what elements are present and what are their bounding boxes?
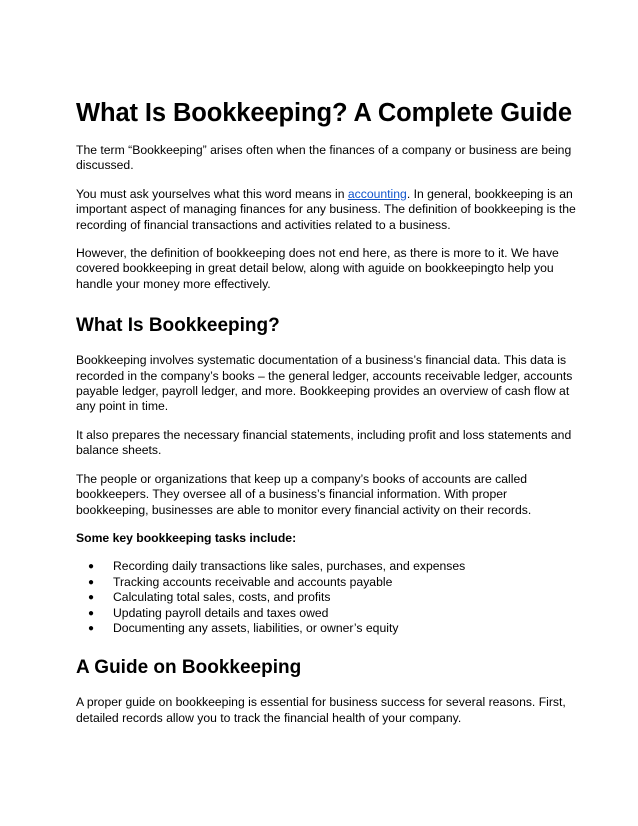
- list-item-text: Documenting any assets, liabilities, or owner’s equity: [113, 620, 399, 635]
- tasks-label: Some key bookkeeping tasks include:: [76, 530, 297, 545]
- intro-paragraph-2-start: You must ask yourselves what this word means in: [76, 186, 348, 201]
- bullet-icon: ●: [88, 607, 95, 619]
- section-heading-guide-on-bookkeeping: A Guide on Bookkeeping: [76, 657, 302, 679]
- accounting-link[interactable]: accounting: [347, 186, 407, 201]
- bullet-icon: ●: [88, 576, 95, 588]
- intro-paragraph-2: [76, 187, 576, 233]
- list-item: [76, 559, 576, 574]
- section-heading-what-is-bookkeeping: What Is Bookkeeping?: [76, 315, 280, 337]
- bullet-icon: ●: [88, 592, 95, 604]
- page-title: What Is Bookkeeping? A Complete Guide: [76, 99, 572, 127]
- list-item-text: Tracking accounts receivable and accounts payable: [113, 574, 393, 589]
- bullet-icon: ●: [88, 561, 95, 573]
- section1-paragraph-2: It also prepares the necessary financial statements, including profit and loss statements and balance sheets.: [76, 427, 572, 458]
- bullet-icon: ●: [88, 622, 95, 634]
- tasks-list: [76, 559, 576, 636]
- section1-paragraph-3: The people or organizations that keep up a company’s books of accounts are called bookkeepers. They oversee all of a business’s financial information. With proper bookkeeping, businesses are able to monitor every financial activity on their records.: [76, 471, 532, 517]
- intro-paragraph-2-end: . In general, bookkeeping is an important aspect of managing finances for any business. The definition of bookkeeping is the recording of financial transactions and activities related to a business.: [76, 186, 576, 232]
- list-item: [76, 575, 576, 590]
- list-item: [76, 621, 576, 636]
- section1-paragraph-1: Bookkeeping involves systematic documentation of a business’s financial data. This data is recorded in the company’s books – the general ledger, accounts receivable ledger, accounts payable ledger, payroll ledger, and more. Bookkeeping provides an overview of cash flow at any point in time.: [76, 353, 573, 414]
- intro-paragraph-3: However, the definition of bookkeeping does not end here, as there is more to it. We have covered bookkeeping in great detail below, along with aguide on bookkeepingto help you handle your money more effectively.: [76, 246, 559, 291]
- intro-paragraph-1: The term “Bookkeeping” arises often when the finances of a company or business are being discussed.: [76, 143, 572, 173]
- section2-paragraph-1: A proper guide on bookkeeping is essential for business success for several reasons. First, detailed records allow you to track the financial health of your company.: [76, 695, 566, 725]
- list-item-text: Updating payroll details and taxes owed: [113, 605, 329, 620]
- list-item-text: Calculating total sales, costs, and profits: [113, 590, 331, 605]
- list-item: [76, 606, 576, 621]
- list-item: [76, 590, 576, 605]
- list-item-text: Recording daily transactions like sales, purchases, and expenses: [113, 559, 466, 574]
